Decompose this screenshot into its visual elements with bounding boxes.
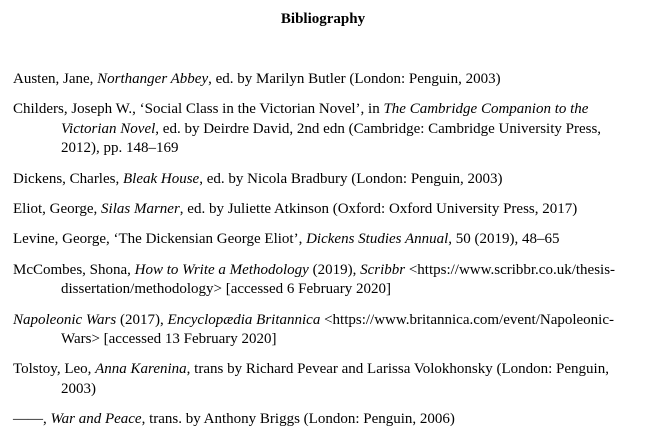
bibliography-entry bbox=[13, 230, 638, 249]
italic-title-text: Dickens Studies Annual bbox=[306, 231, 449, 248]
italic-title-text: Scribbr bbox=[360, 261, 406, 278]
bibliography-entry bbox=[13, 100, 638, 158]
italic-title-text: War and Peace bbox=[50, 411, 142, 428]
italic-title-text: Encyclopædia Britannica bbox=[167, 311, 321, 328]
entry-text: , ed. by Juliette Atkinson (Oxford: Oxford University Press, 2017) bbox=[179, 201, 578, 218]
bibliography-entry bbox=[13, 360, 638, 399]
bibliography-entry bbox=[13, 70, 638, 89]
bibliography-entry bbox=[13, 261, 638, 300]
italic-title-text: Silas Marner bbox=[101, 201, 180, 218]
italic-title-text: Bleak House bbox=[122, 170, 200, 187]
italic-title-text: The Cambridge Companion to the Victorian Novel bbox=[61, 101, 589, 137]
entry-text: , trans. by Anthony Briggs (London: Penguin, 2006) bbox=[141, 411, 455, 428]
bibliography-entry bbox=[13, 311, 638, 350]
italic-title-text: How to Write a Methodology bbox=[134, 261, 309, 278]
entry-text: , trans by Richard Pevear and Larissa Volokhonsky (London: Penguin, 2003) bbox=[61, 361, 609, 397]
page-title: Bibliography bbox=[280, 11, 366, 27]
entry-text: ——, bbox=[13, 411, 51, 428]
entry-text: Dickens, Charles, bbox=[13, 170, 123, 187]
bibliography-entry bbox=[13, 410, 638, 429]
entry-text: (2019), bbox=[308, 261, 361, 278]
entry-text: Levine, George, ‘The Dickensian George Eliot’, bbox=[13, 231, 307, 248]
entry-text: , ed. by Marilyn Butler (London: Penguin, 2003) bbox=[208, 71, 501, 87]
entry-text: <https://www.scribbr.co.uk/thesis-dissertation/methodology> [accessed 6 February 2020] bbox=[61, 261, 616, 298]
italic-title-text: Napoleonic Wars bbox=[13, 311, 117, 328]
bibliography-entry bbox=[13, 170, 638, 189]
entry-text: (2017), bbox=[116, 311, 168, 328]
entry-text: , ed. by Deirdre David, 2nd edn (Cambridge: Cambridge University Press, 2012), pp. 148–169 bbox=[61, 120, 602, 157]
entry-text: McCombes, Shona, bbox=[13, 261, 135, 278]
bibliography-list bbox=[13, 70, 638, 441]
bibliography-entry bbox=[13, 200, 638, 219]
entry-text: , 50 (2019), 48–65 bbox=[448, 231, 560, 248]
entry-text: <https://www.britannica.com/event/Napoleonic-Wars> [accessed 13 February 2020] bbox=[61, 311, 615, 348]
entry-text: , ed. by Nicola Bradbury (London: Penguin, 2003) bbox=[199, 170, 503, 187]
entry-text: Eliot, George, bbox=[13, 201, 102, 218]
italic-title-text: Northanger Abbey bbox=[97, 71, 209, 87]
entry-text: Tolstoy, Leo, bbox=[13, 361, 96, 378]
entry-text: Childers, Joseph W., ‘Social Class in the Victorian Novel’, in bbox=[13, 101, 384, 118]
entry-text: Austen, Jane, bbox=[13, 71, 98, 87]
italic-title-text: Anna Karenina bbox=[95, 361, 187, 378]
